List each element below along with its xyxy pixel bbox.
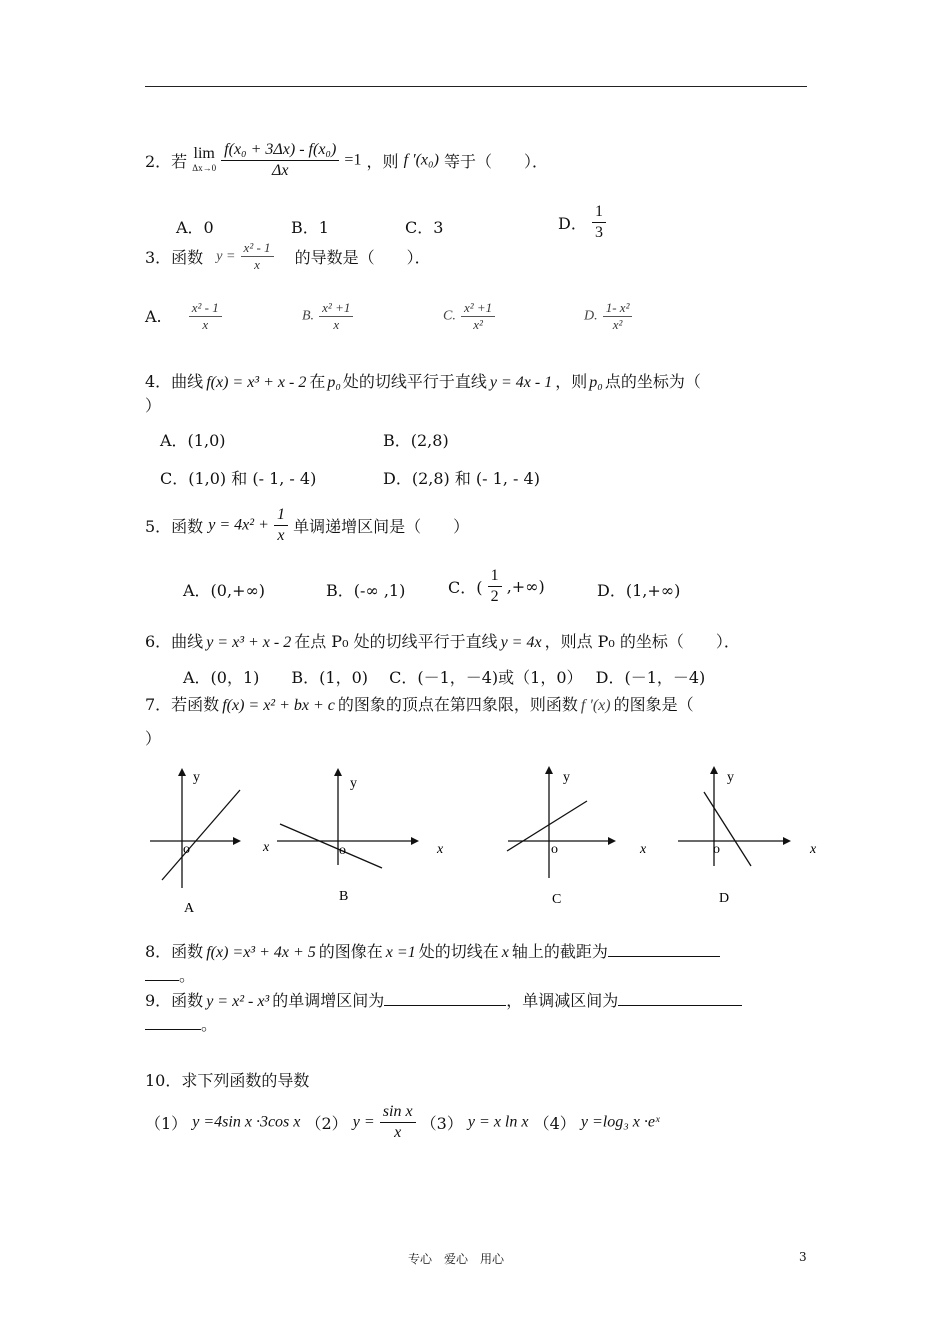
q4-tail: 点的坐标为（ [604, 372, 701, 391]
graph-d [678, 770, 817, 906]
graph-c [507, 770, 647, 907]
q5-option-c-den: 2 [490, 588, 499, 605]
graph-b-label: B [339, 889, 349, 904]
graph-a-x-label: x [263, 840, 270, 855]
q9-line2-end: 。 [201, 1015, 218, 1034]
q6-mid: 在点 P₀ 处的切线平行于直线 [294, 632, 498, 651]
q3-option-c-num: x² +1 [461, 300, 495, 317]
graph-d-x-label: x [810, 842, 817, 857]
q8-tail: 轴上的截距为 [511, 942, 608, 961]
q9-function: y = x² - x³ [206, 993, 270, 1010]
question-10-title: 10．求下列函数的导数 [145, 1071, 310, 1090]
graph-b-o-label: o [339, 843, 346, 858]
q10-item3-label: （3） [420, 1114, 463, 1133]
graph-c-label: C [552, 892, 562, 907]
q2-option-d-label: D． [558, 214, 587, 233]
q10-item2-num: sin x [380, 1102, 416, 1123]
q8-answer-blank[interactable] [608, 942, 720, 957]
graph-c-y-label: y [563, 770, 570, 785]
q10-item4-label: （4） [533, 1114, 576, 1133]
q7-number: 7．若函数 [145, 695, 220, 714]
q7-mid: 的图象的顶点在第四象限，则函数 [337, 695, 578, 714]
q8-line2 [145, 963, 195, 986]
q4-mid1: 在 [309, 372, 326, 391]
q5-option-a: A．(0,+∞) [183, 581, 266, 600]
q5-option-b: B．(-∞ ,1) [326, 581, 406, 600]
q8-number: 8．函数 [145, 942, 204, 961]
q2-equals: =1 [344, 151, 362, 169]
q2-lim-text: lim [193, 144, 215, 162]
q9-decrease-blank-cont[interactable] [145, 1015, 201, 1030]
q10-item3-expr: y = x ln x [467, 1113, 529, 1131]
footer-slogan: 专心 爱心 用心 [408, 1252, 505, 1266]
q9-mid2: ，单调减区间为 [506, 991, 619, 1010]
q3-ask: 的导数是（ ）． [294, 248, 431, 267]
graph-a-line [162, 790, 240, 880]
q10-item2-prefix: y = [352, 1113, 375, 1131]
q2-then: ，则 [366, 152, 399, 171]
q2-option-d-num: 1 [592, 202, 606, 223]
graph-a-y-label: y [193, 770, 200, 785]
q2-fprime: f ′(x₀) [403, 151, 439, 169]
q5-frac-num: 1 [274, 505, 288, 526]
graph-c-line [507, 801, 587, 851]
q7-fprime: f ′(x) [580, 697, 611, 714]
q3-option-b-label: B. [302, 308, 315, 324]
q10-item2-label: （2） [305, 1114, 348, 1133]
q7-function: f(x) = x² + bx + c [222, 697, 335, 714]
q3-option-a-num: x² - 1 [189, 300, 222, 317]
q3-option-a-label: A. [145, 307, 162, 326]
q3-option-b-num: x² +1 [319, 300, 353, 317]
q8-answer-blank-cont[interactable] [145, 966, 179, 981]
q6-function: y = x³ + x - 2 [206, 634, 292, 651]
graph-b-y-label: y [350, 776, 357, 791]
graph-d-label: D [719, 891, 730, 906]
question-10-items [145, 1102, 659, 1143]
graph-a-o-label: o [183, 842, 190, 857]
graph-b-x-label: x [437, 842, 444, 857]
q4-point2: p₀ [589, 374, 603, 391]
q8-function: f(x) =x³ + 4x + 5 [206, 944, 316, 961]
q3-option-d-label: D. [584, 308, 598, 324]
q4-number: 4．曲线 [145, 372, 204, 391]
q6-number: 6．曲线 [145, 632, 204, 651]
q10-item1-label: （1） [145, 1114, 188, 1133]
page-number: 3 [799, 1250, 807, 1264]
q4-point: p₀ [327, 374, 341, 391]
q5-option-c-prefix: C．( [448, 578, 483, 597]
q8-at: x =1 [385, 944, 416, 961]
q2-number: 2．若 [145, 152, 188, 171]
graph-d-line [704, 792, 751, 866]
q2-option-d-den: 3 [594, 224, 603, 241]
question-8 [145, 939, 720, 962]
q2-numerator: f(x₀ + 3Δx) - f(x₀) [221, 140, 339, 161]
q2-option-c: C．3 [405, 218, 444, 237]
q4-mid3: ，则 [555, 372, 588, 391]
q5-option-d: D．(1,+∞) [597, 581, 681, 600]
q4-mid2: 处的切线平行于直线 [342, 372, 487, 391]
q5-option-c-suffix: ,+∞) [506, 577, 545, 596]
q3-option-a-den: x [202, 317, 209, 332]
q9-increase-blank[interactable] [384, 991, 506, 1006]
graph-c-o-label: o [551, 842, 558, 857]
graph-b-line [280, 824, 382, 868]
q8-mid: 的图像在 [318, 942, 383, 961]
q6-tail: ，则点 P₀ 的坐标（ ）． [544, 632, 740, 651]
q5-frac-den: x [277, 527, 285, 544]
q2-ask: 等于（ ）． [444, 152, 549, 171]
q6-line: y = 4x [500, 634, 542, 651]
q4-line2: ） [145, 396, 162, 415]
q10-item2-den: x [394, 1124, 402, 1141]
q3-option-d-num: 1- x² [603, 300, 633, 317]
q2-option-a: A．0 [176, 218, 214, 237]
q9-decrease-blank[interactable] [618, 991, 742, 1006]
q3-yeq: y = [216, 248, 236, 264]
graph-c-x-label: x [640, 842, 647, 857]
q7-tail: 的图象是（ [613, 695, 694, 714]
q5-function: y = 4x² + [208, 516, 269, 534]
q3-f-den: x [254, 257, 260, 272]
q3-number: 3．函数 [145, 248, 204, 267]
graph-a [150, 770, 270, 916]
q8-mid2: 处的切线在 [418, 942, 499, 961]
q4-option-a: A．(1,0) [160, 431, 226, 450]
q3-option-c-label: C. [443, 308, 456, 324]
q7-line2: ） [145, 729, 162, 748]
q5-number: 5．函数 [145, 517, 204, 536]
q5-option-c-num: 1 [488, 566, 502, 587]
q2-denominator: Δx [272, 162, 289, 179]
graph-d-o-label: o [713, 842, 720, 857]
q9-mid: 的单调增区间为 [272, 991, 385, 1010]
q3-option-b-den: x [333, 317, 340, 332]
q6-options: A．(0，1) B．(1，0) C．(－1，－4)或（1，0） D．(－1，－4) [183, 668, 706, 687]
graph-d-y-label: y [727, 770, 734, 785]
q10-item4-expr: y =log₃ x ·eˣ [580, 1113, 660, 1131]
q3-option-c-den: x² [473, 317, 483, 332]
q5-ask: 单调递增区间是（ ） [293, 517, 470, 536]
q2-lim-sub: Δx→0 [192, 162, 217, 173]
q4-option-c: C．(1,0) 和 (- 1, - 4) [160, 469, 317, 488]
q4-line: y = 4x - 1 [489, 374, 553, 391]
q3-option-d-den: x² [612, 317, 623, 332]
q4-option-b: B．(2,8) [383, 431, 449, 450]
graph-b [277, 772, 444, 904]
question-9 [145, 988, 742, 1011]
q9-number: 9．函数 [145, 991, 204, 1010]
graph-a-label: A [184, 901, 195, 916]
q4-option-d: D．(2,8) 和 (- 1, - 4) [383, 469, 540, 488]
q10-item1-expr: y =4sin x ·3cos x [192, 1113, 301, 1131]
q10-item2-fraction [380, 1102, 416, 1143]
q2-option-b: B．1 [291, 218, 329, 237]
q8-line2-end: 。 [179, 966, 196, 985]
q4-function: f(x) = x³ + x - 2 [206, 374, 307, 391]
q3-f-num: x² - 1 [241, 240, 274, 257]
q9-line2 [145, 1012, 217, 1035]
q8-axis: x [501, 944, 509, 961]
